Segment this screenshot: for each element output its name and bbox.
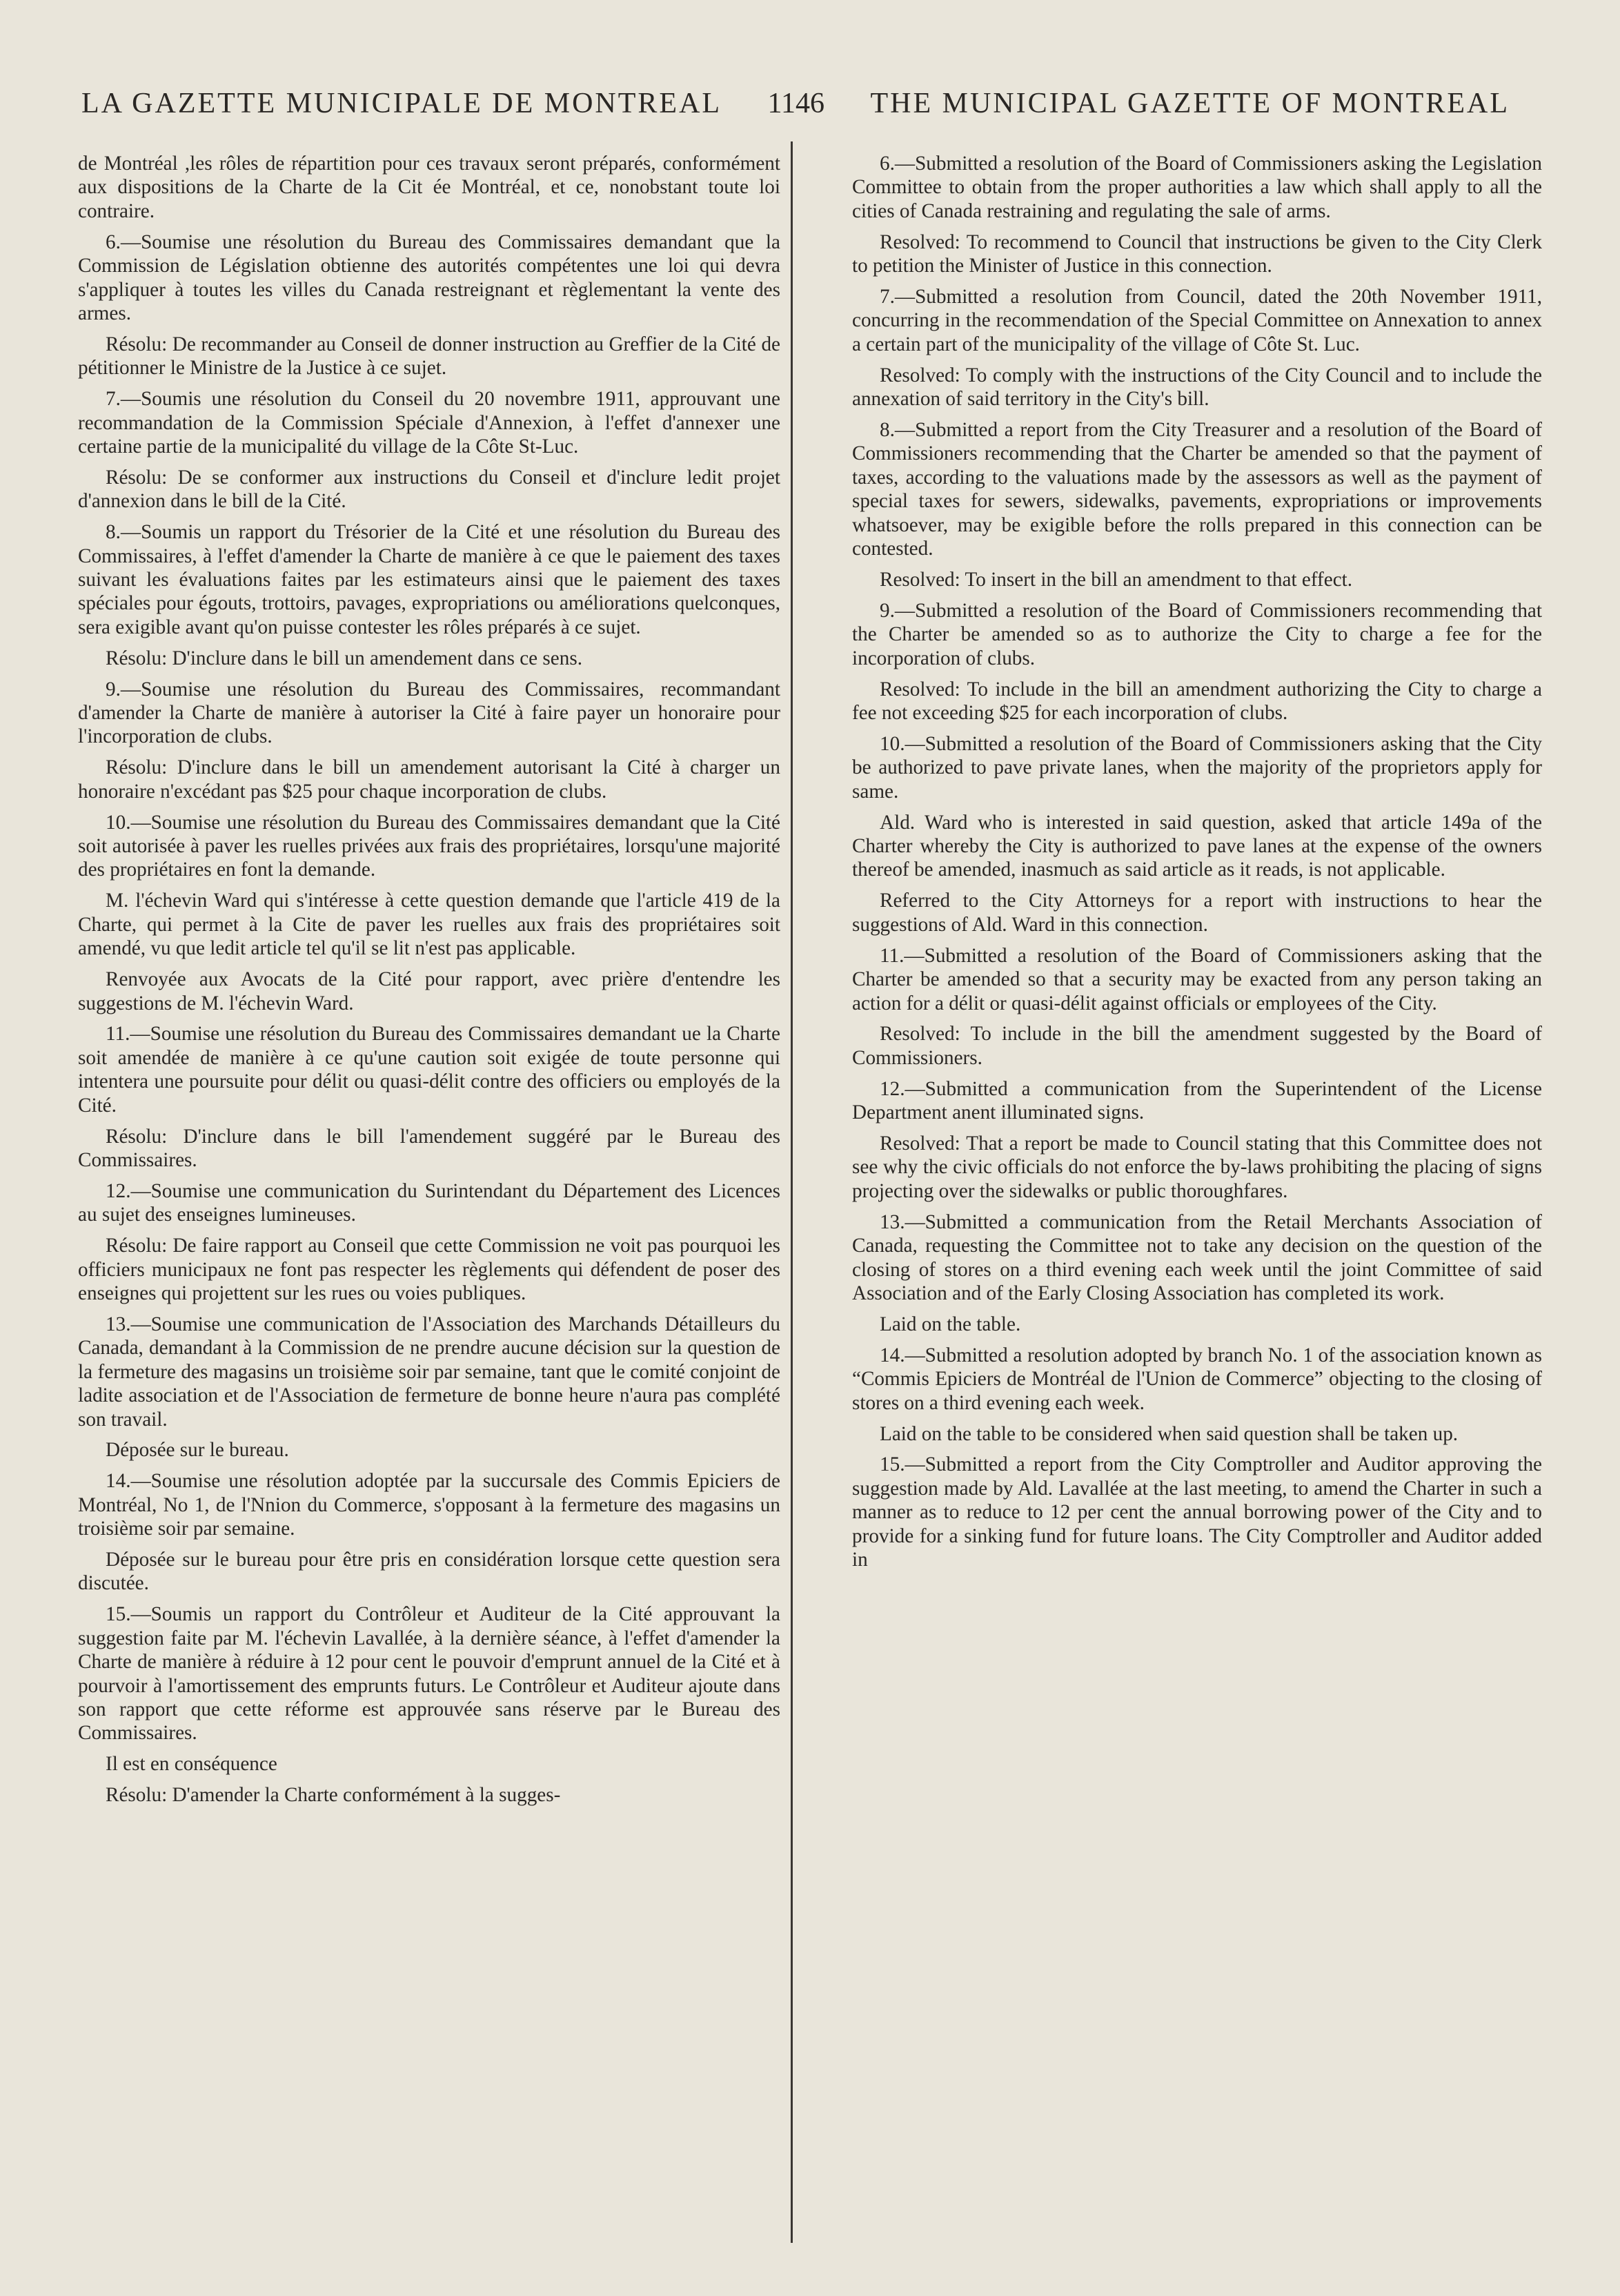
paragraph: 12.—Soumise une communication du Surintendant du Département des Licences au sujet des enseignes lumineuses. xyxy=(78,1179,780,1226)
french-column xyxy=(78,152,780,1814)
paragraph: 12.—Submitted a communication from the Superintendent of the License Department anent illuminated signs. xyxy=(852,1077,1542,1124)
paragraph: 8.—Submitted a report from the City Treasurer and a resolution of the Board of Commissioners recommending that the Charter be amended so that the payment of taxes, according to the valuations made by the assessors as well as the payment of special taxes for sewers, sidewalks, pavements, expropriations or improvements whatsoever, may be exigible before the rolls prepared in this connection can be contested. xyxy=(852,419,1542,560)
paragraph: Résolu: D'inclure dans le bill un amendement dans ce sens. xyxy=(106,647,582,669)
paragraph: 10.—Submitted a resolution of the Board of Commissioners asking that the City be authorized to pave private lanes, when the majority of the proprietors apply for same. xyxy=(852,732,1542,803)
paragraph: Referred to the City Attorneys for a report with instructions to hear the suggestions of Ald. Ward in this connection. xyxy=(852,890,1542,936)
paragraph: Resolved: To include in the bill an amendment authorizing the City to charge a fee not exceeding $25 for each incorporation of clubs. xyxy=(852,678,1542,725)
paragraph: 6.—Soumise une résolution du Bureau des Commissaires demandant que la Commission de Législation obtienne des autorités compétentes une loi qui devra s'appliquer à toutes les villes du Canada restreignant et règlementant la vente des armes. xyxy=(78,230,780,324)
paragraph: Laid on the table to be considered when said question shall be taken up. xyxy=(880,1422,1459,1445)
paragraph: Laid on the table. xyxy=(880,1313,1021,1335)
paragraph: 9.—Soumise une résolution du Bureau des Commissaires, recommandant d'amender la Charte de manière à autoriser la Cité à faire payer un honoraire pour l'incorporation de clubs. xyxy=(78,678,780,748)
paragraph: Résolu: D'inclure dans le bill un amendement autorisant la Cité à charger un honoraire n'excédant pas $25 pour chaque incorporation de clubs. xyxy=(78,756,780,803)
paragraph: 7.—Submitted a resolution from Council, dated the 20th November 1911, concurring in the recommendation of the Special Committee on Annexation to annex a certain part of the municipality of the village of Côte St. Luc. xyxy=(852,286,1542,355)
paragraph: Résolu: De se conformer aux instructions du Conseil et d'inclure ledit projet d'annexion dans le bill de la Cité. xyxy=(78,466,780,513)
english-column xyxy=(852,152,1542,1579)
paragraph: Resolved: That a report be made to Council stating that this Committee does not see why the civic officials do not enforce the by-laws prohibiting the placing of signs projecting over the sidewalks or public thoroughfares. xyxy=(852,1132,1542,1202)
paragraph: Renvoyée aux Avocats de la Cité pour rapport, avec prière d'entendre les suggestions de M. l'échevin Ward. xyxy=(78,968,780,1014)
paragraph: 13.—Soumise une communication de l'Association des Marchands Détailleurs du Canada, demandant à la Commission de ne prendre aucune décision sur la question de la fermeture des magasins un troisième soir par semaine, tant que le comité conjoint de ladite association et de l'Association de fermeture de bonne heure n'aura pas complété son travail. xyxy=(78,1313,780,1431)
paragraph: Ald. Ward who is interested in said question, asked that article 149a of the Charter whereby the City is authorized to pave lanes at the expense of the owners thereof be amended, inasmuch as said article as it reads, is not applicable. xyxy=(852,811,1542,881)
paragraph: 14.—Soumise une résolution adoptée par la succursale des Commis Epiciers de Montréal, No 1, de l'Nnion du Commerce, s'opposant à la fermeture des magasins un troisième soir par semaine. xyxy=(78,1470,780,1540)
paragraph: 9.—Submitted a resolution of the Board of Commissioners recommending that the Charter be amended so as to authorize the City to charge a fee for the incorporation of clubs. xyxy=(852,599,1542,669)
paragraph: 11.—Soumise une résolution du Bureau des Commissaires demandant ue la Charte soit amendée de manière à ce qu'une caution soit exigée de toute personne qui intentera une poursuite pour délit ou quasi-délit contre des officiers ou employés de la Cité. xyxy=(78,1023,780,1117)
paragraph: 6.—Submitted a resolution of the Board of Commissioners asking the Legislation Committee to obtain from the proper authorities a law which shall apply to all the cities of Canada restraining and regulating the sale of arms. xyxy=(852,153,1542,222)
paragraph: 15.—Submitted a report from the City Comptroller and Auditor approving the suggestion made by Ald. Lavallée at the last meeting, to amend the Charter in such a manner as to reduce to 12 per cent the annual borrowing power of the City and to provide for a sinking fund for future loans. The City Comptroller and Auditor added in xyxy=(852,1453,1542,1571)
paragraph: Resolved: To insert in the bill an amendment to that effect. xyxy=(880,569,1353,591)
paragraph: Il est en conséquence xyxy=(106,1753,277,1776)
paragraph: 14.—Submitted a resolution adopted by branch No. 1 of the association known as “Commis Epiciers de Montréal de l'Union de Commerce” objecting to the closing of stores on a third evening each week. xyxy=(852,1344,1542,1414)
paragraph: Résolu: De recommander au Conseil de donner instruction au Greffier de la Cité de pétitionner le Ministre de la Justice à ce sujet. xyxy=(78,333,780,380)
header-french-title: LA GAZETTE MUNICIPALE DE MONTREAL xyxy=(81,88,722,119)
paragraph: Déposée sur le bureau. xyxy=(106,1439,289,1462)
paragraph: 7.—Soumis une résolution du Conseil du 20 novembre 1911, approuvant une recommandation de la Commission Spéciale d'Annexion, à l'effet d'annexer une certaine partie de la municipalité du village de la Côte St-Luc. xyxy=(78,388,780,458)
paragraph: Résolu: D'inclure dans le bill l'amendement suggéré par le Bureau des Commissaires. xyxy=(78,1125,780,1171)
page-number: 1146 xyxy=(767,88,824,119)
page-header xyxy=(81,83,1510,124)
header-english-title: THE MUNICIPAL GAZETTE OF MONTREAL xyxy=(870,88,1510,119)
paragraph: 11.—Submitted a resolution of the Board of Commissioners asking that the Charter be amended so that a security may be exacted from any person taking an action for a délit or quasi-délit against officials or employees of the City. xyxy=(852,944,1542,1014)
paragraph: 8.—Soumis un rapport du Trésorier de la Cité et une résolution du Bureau des Commissaires, à l'effet d'amender la Charte de manière à ce que le paiement des taxes suivant les évaluations faites par les estimateurs ainsi que le paiement des taxes spéciales pour égouts, trottoirs, pavages, expropriations ou améliorations quelconques, sera exigible avant qu'on puisse contester les rôles préparés à ce sujet. xyxy=(78,521,780,638)
paragraph: Resolved: To recommend to Council that instructions be given to the City Clerk to petition the Minister of Justice in this connection. xyxy=(852,230,1542,277)
paragraph: M. l'échevin Ward qui s'intéresse à cette question demande que l'article 419 de la Charte, qui permet à la Cite de paver les ruelles aux frais des propriétaires soit amendé, vu que ledit article tel qu'il se lit n'est pas applicable. xyxy=(78,890,780,960)
paragraph: 13.—Submitted a communication from the Retail Merchants Association of Canada, requesting the Committee not to take any decision on the question of the closing of stores on a third evening each week until the joint Committee of said Association and of the Early Closing Association has completed its work. xyxy=(852,1210,1542,1304)
paragraph: 15.—Soumis un rapport du Contrôleur et Auditeur de la Cité approuvant la suggestion faite par M. l'échevin Lavallée, à la dernière séance, à l'effet d'amender la Charte de manière à réduire à 12 pour cent le pouvoir d'emprunt annuel de la Cité et à pourvoir à l'amortissement des emprunts futurs. Le Contrôleur et Auditeur ajoute dans son rapport que cette réforme est approuvée sans réserve par le Bureau des Commissaires. xyxy=(78,1603,780,1745)
paragraph: Résolu: D'amender la Charte conformément à la sugges- xyxy=(106,1784,561,1807)
paragraph: Résolu: De faire rapport au Conseil que cette Commission ne voit pas pourquoi les officiers municipaux ne font pas respecter les règlements qui défendent de poser des enseignes qui projettent sur les rues ou voies publiques. xyxy=(78,1235,780,1304)
paragraph: de Montréal ,les rôles de répartition pour ces travaux seront préparés, conformément aux dispositions de la Charte de la Cit ée Montréal, et ce, nonobstant toute loi contraire. xyxy=(78,153,780,222)
paragraph: Déposée sur le bureau pour être pris en considération lorsque cette question sera discutée. xyxy=(78,1549,780,1595)
paragraph: Resolved: To comply with the instructions of the City Council and to include the annexation of said territory in the City's bill. xyxy=(852,364,1542,411)
paragraph: 10.—Soumise une résolution du Bureau des Commissaires demandant que la Cité soit autorisée à paver les ruelles privées aux frais des propriétaires, lorsqu'une majorité des propriétaires en font la demande. xyxy=(78,811,780,881)
paragraph: Resolved: To include in the bill the amendment suggested by the Board of Commissioners. xyxy=(852,1023,1542,1069)
column-divider xyxy=(791,141,793,2243)
